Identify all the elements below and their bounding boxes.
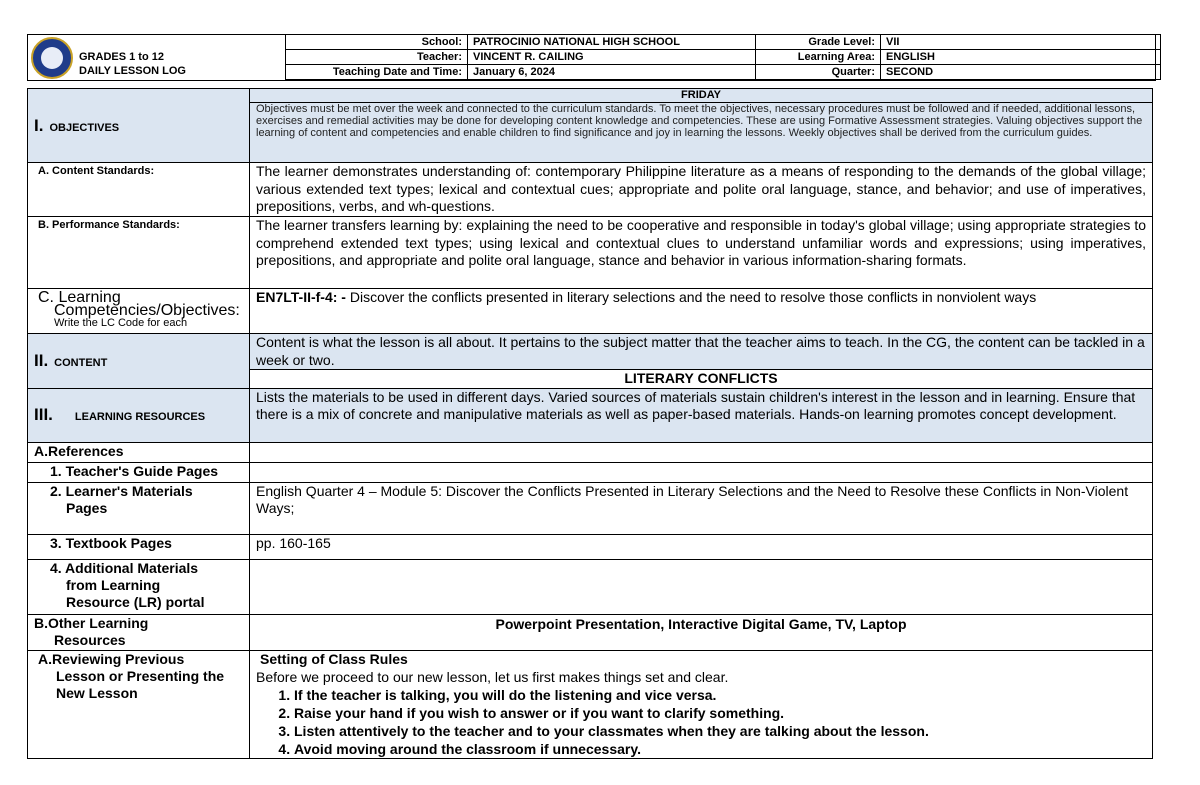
reviewing-lesson-content (250, 651, 1153, 759)
school-label: School: (286, 35, 468, 50)
area-value: ENGLISH (881, 50, 1161, 65)
class-rules-intro: Before we proceed to our new lesson, let us first makes things set and clear. (256, 668, 729, 685)
other-resources-value: Powerpoint Presentation, Interactive Digital Game, TV, Laptop (250, 614, 1153, 650)
additional-materials-label: 4. Additional Materials from Learning Resource (LR) portal (28, 559, 250, 614)
objectives-heading: I. OBJECTIVES (28, 89, 250, 163)
area-label: Learning Area: (756, 50, 881, 65)
content-standards-label: A. Content Standards: (28, 163, 250, 217)
references-value (250, 442, 1153, 462)
form-title: GRADES 1 to 12 DAILY LESSON LOG (79, 51, 186, 77)
teachers-guide-value (250, 462, 1153, 482)
content-heading: II. CONTENT (28, 334, 250, 389)
teacher-label: Teacher: (286, 50, 468, 65)
reviewing-lesson-label: A.Reviewing Previous Lesson or Presenting the New Lesson (28, 651, 250, 759)
other-resources-label: B.Other Learning Resources (28, 614, 250, 650)
resources-note: Lists the materials to be used in different days. Varied sources of materials sustain children's interest in the lesson and in learning. Ensure that there is a mix of concrete and manipulative materials as well as paper-based materials. Hands-on learning promotes concept development. (250, 388, 1153, 442)
procedure-table (27, 650, 1153, 759)
content-topic: LITERARY CONFLICTS (250, 370, 1152, 388)
content-note: Content is what the lesson is all about. It pertains to the subject matter that the teacher aims to teach. In the CG, the content can be tackled in a week or two. (250, 334, 1152, 370)
textbook-value: pp. 160-165 (250, 534, 1153, 559)
quarter-value: SECOND (881, 65, 1161, 80)
class-rules-heading: Setting of Class Rules (260, 651, 408, 667)
quarter-label: Quarter: (756, 65, 881, 80)
learners-materials-label: 2. Learner's Materials Pages (28, 482, 250, 534)
objectives-note: Objectives must be met over the week and connected to the curriculum standards. To meet the objectives, necessary procedures must be followed and if needed, additional lessons, exercises and remedial activities may be done for developing content knowledge and competencies. These are using Formative Assessment strategies. Valuing objectives support the learning of content and competencies and enable children to find significance and joy in learning the lessons. Weekly objectives shall be derived from the curriculum guides. (256, 103, 1143, 139)
learners-materials-value: English Quarter 4 – Module 5: Discover the Conflicts Presented in Literary Selections and the Need to Resolve these Conflicts in Non-Violent Ways; (250, 482, 1153, 534)
content-standards-text: The learner demonstrates understanding of: contemporary Philippine literature as a means of responding to the demands of the global village; various extended text types; lexical and contextual cues; appropriate and polite oral language, stance, and behavior; and use of imperatives, prepositions, verbs, and wh-questions. (250, 163, 1153, 217)
deped-seal-icon (31, 37, 73, 79)
competencies-text: EN7LT-II-f-4: - Discover the conflicts presented in literary selections and the need to resolve those conflicts in nonviolent ways (250, 289, 1153, 334)
performance-standards-text: The learner transfers learning by: explaining the need to be cooperative and responsible in today's global village; using appropriate strategies to comprehend extended text types; using lexical and contextual clues to understand unfamiliar words and expressions; using imperatives, prepositions, and appropriate and polite oral language, stance and behavior in various information-sharing formats. (250, 217, 1153, 289)
list-item: 3. Listen attentively to the teacher and to your classmates when they are talking about the lesson. (294, 722, 1146, 740)
school-value: PATROCINIO NATIONAL HIGH SCHOOL (468, 35, 756, 50)
competencies-label: C. Learning Competencies/Objectives: Write the LC Code for each (28, 289, 250, 334)
resources-heading: III. LEARNING RESOURCES (28, 388, 250, 442)
grade-label: Grade Level: (756, 35, 881, 50)
list-item: 2. Raise your hand if you wish to answer or if you want to clarify something. (294, 704, 1146, 722)
content-cell (250, 334, 1153, 389)
grade-value: VII (881, 35, 1161, 50)
lesson-log-table (27, 88, 1153, 651)
textbook-label: 3. Textbook Pages (28, 534, 250, 559)
list-item: 1. If the teacher is talking, you will do the listening and vice versa. (294, 686, 1146, 704)
performance-standards-label: B. Performance Standards: (28, 217, 250, 289)
additional-materials-value (250, 559, 1153, 614)
list-item: 4. Avoid moving around the classroom if unnecessary. (294, 740, 1146, 758)
date-value: January 6, 2024 (468, 65, 756, 80)
day-header: FRIDAY (250, 89, 1152, 103)
teachers-guide-label: 1. Teacher's Guide Pages (28, 462, 250, 482)
lesson-info-table (285, 34, 1161, 80)
date-label: Teaching Date and Time: (286, 65, 468, 80)
class-rules-list (256, 686, 1146, 758)
teacher-value: VINCENT R. CAILING (468, 50, 756, 65)
references-label: A.References (28, 442, 250, 462)
objectives-note-cell (250, 89, 1153, 163)
